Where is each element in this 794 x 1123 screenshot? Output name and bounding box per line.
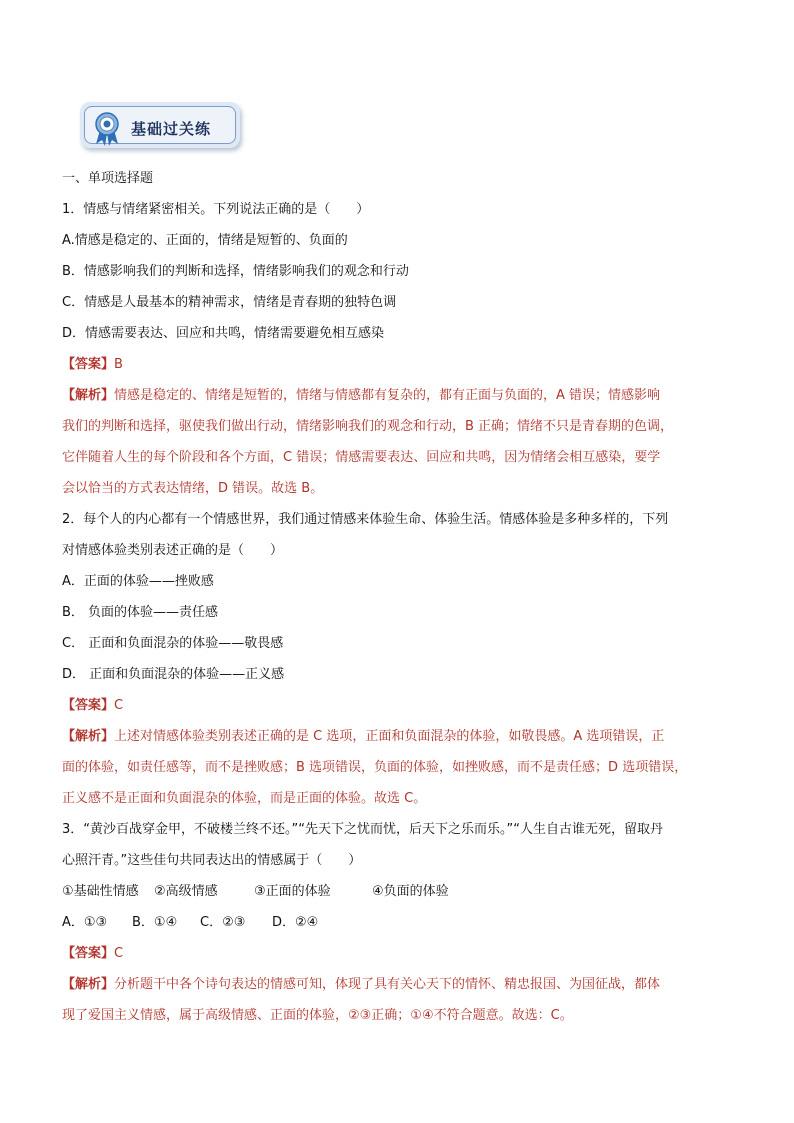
question-3-options	[62, 907, 727, 938]
question-3-stem-line-1: 3．“黄沙百战穿金甲，不破楼兰终不还。”“先天下之忧而忧，后天下之乐而乐。”“人生自古谁无死，留取丹	[62, 822, 663, 837]
question-1-option-c: C．情感是人最基本的精神需求，情绪是青春期的独特色调	[62, 295, 397, 310]
question-2-option-c: C． 正面和负面混杂的体验——敬畏感	[62, 636, 284, 651]
statement-1: ①基础性情感	[62, 884, 139, 899]
question-3-answer	[62, 938, 727, 969]
analysis-line: 【解析】上述对情感体验类别表述正确的是 C 选项，正面和负面混杂的体验，如敬畏感。A 选项错误，正	[62, 729, 665, 744]
answer-value: B	[114, 357, 123, 372]
badge-frame	[84, 106, 236, 144]
question-1-option-a: A.情感是稳定的、正面的，情绪是短暂的、负面的	[62, 233, 348, 248]
question-3-analysis	[62, 969, 727, 1031]
question-1-stem: 1．情感与情绪紧密相关。下列说法正确的是（ ）	[62, 202, 370, 217]
statement-2: ②高级情感	[154, 884, 218, 899]
answer-label: 【答案】	[62, 357, 115, 372]
analysis-label: 【解析】	[62, 388, 115, 403]
question-2-option-b: B． 负面的体验——责任感	[62, 605, 219, 620]
statement-3: ③正面的体验	[254, 884, 331, 899]
question-1-answer	[62, 349, 727, 380]
section-badge	[80, 102, 240, 148]
analysis-line: 【解析】分析题干中各个诗句表达的情感可知，体现了具有关心天下的情怀、精忠报国、为国征战，都体	[62, 977, 661, 992]
answer-label: 【答案】	[62, 698, 115, 713]
award-ribbon-icon	[91, 111, 123, 147]
statement-4: ④负面的体验	[372, 884, 449, 899]
question-2-answer	[62, 690, 727, 721]
analysis-line: 会以恰当的方式表达情绪，D 错误。故选 B。	[62, 481, 324, 496]
question-3-option-b: B．①④	[132, 915, 178, 930]
analysis-line: 正义感不是正面和负面混杂的体验，而是正面的体验。故选 C。	[62, 791, 427, 806]
question-1-option-d: D．情感需要表达、回应和共鸣，情绪需要避免相互感染	[62, 326, 385, 341]
analysis-line: 它伴随着人生的每个阶段和各个方面，C 错误；情感需要表达、回应和共鸣，因为情绪会相互感染，要学	[62, 450, 661, 465]
question-2-stem-line-1: 2．每个人的内心都有一个情感世界，我们通过情感来体验生命、体验生活。情感体验是多种多样的，下列	[62, 512, 669, 527]
question-2-stem-line-2: 对情感体验类别表述正确的是（ ）	[62, 543, 284, 558]
question-2-analysis	[62, 721, 727, 814]
content	[62, 163, 727, 1031]
question-3-stem-line-2: 心照汗青。”这些佳句共同表达出的情感属于（ ）	[62, 853, 362, 868]
question-1-analysis	[62, 380, 727, 504]
analysis-label: 【解析】	[62, 977, 115, 992]
question-2-option-d: D． 正面和负面混杂的体验——正义感	[62, 667, 285, 682]
analysis-line: 现了爱国主义情感，属于高级情感、正面的体验，②③正确；①④不符合题意。故选：C。	[62, 1008, 573, 1023]
analysis-label: 【解析】	[62, 729, 115, 744]
badge-title: 基础过关练	[131, 120, 212, 138]
analysis-line: 面的体验，如责任感等，而不是挫败感；B 选项错误，负面的体验，如挫败感，而不是责任感；D 选项错误，	[62, 760, 688, 775]
question-1-option-b: B．情感影响我们的判断和选择，情绪影响我们的观念和行动	[62, 264, 409, 279]
question-2-option-a: A．正面的体验——挫败感	[62, 574, 214, 589]
analysis-line: 我们的判断和选择，驱使我们做出行动，情绪影响我们的观念和行动，B 正确；情绪不只是青春期的色调，	[62, 419, 674, 434]
answer-value: C	[114, 946, 124, 961]
question-3-option-c: C．②③	[200, 915, 246, 930]
answer-value: C	[114, 698, 124, 713]
answer-label: 【答案】	[62, 946, 115, 961]
analysis-line: 【解析】情感是稳定的、情绪是短暂的，情绪与情感都有复杂的，都有正面与负面的，A 错误；情感影响	[62, 388, 661, 403]
question-3-statements	[62, 876, 727, 907]
question-3-option-a: A．①③	[62, 915, 108, 930]
section-title: 一、单项选择题	[62, 171, 154, 186]
question-3-option-d: D．②④	[272, 915, 319, 930]
